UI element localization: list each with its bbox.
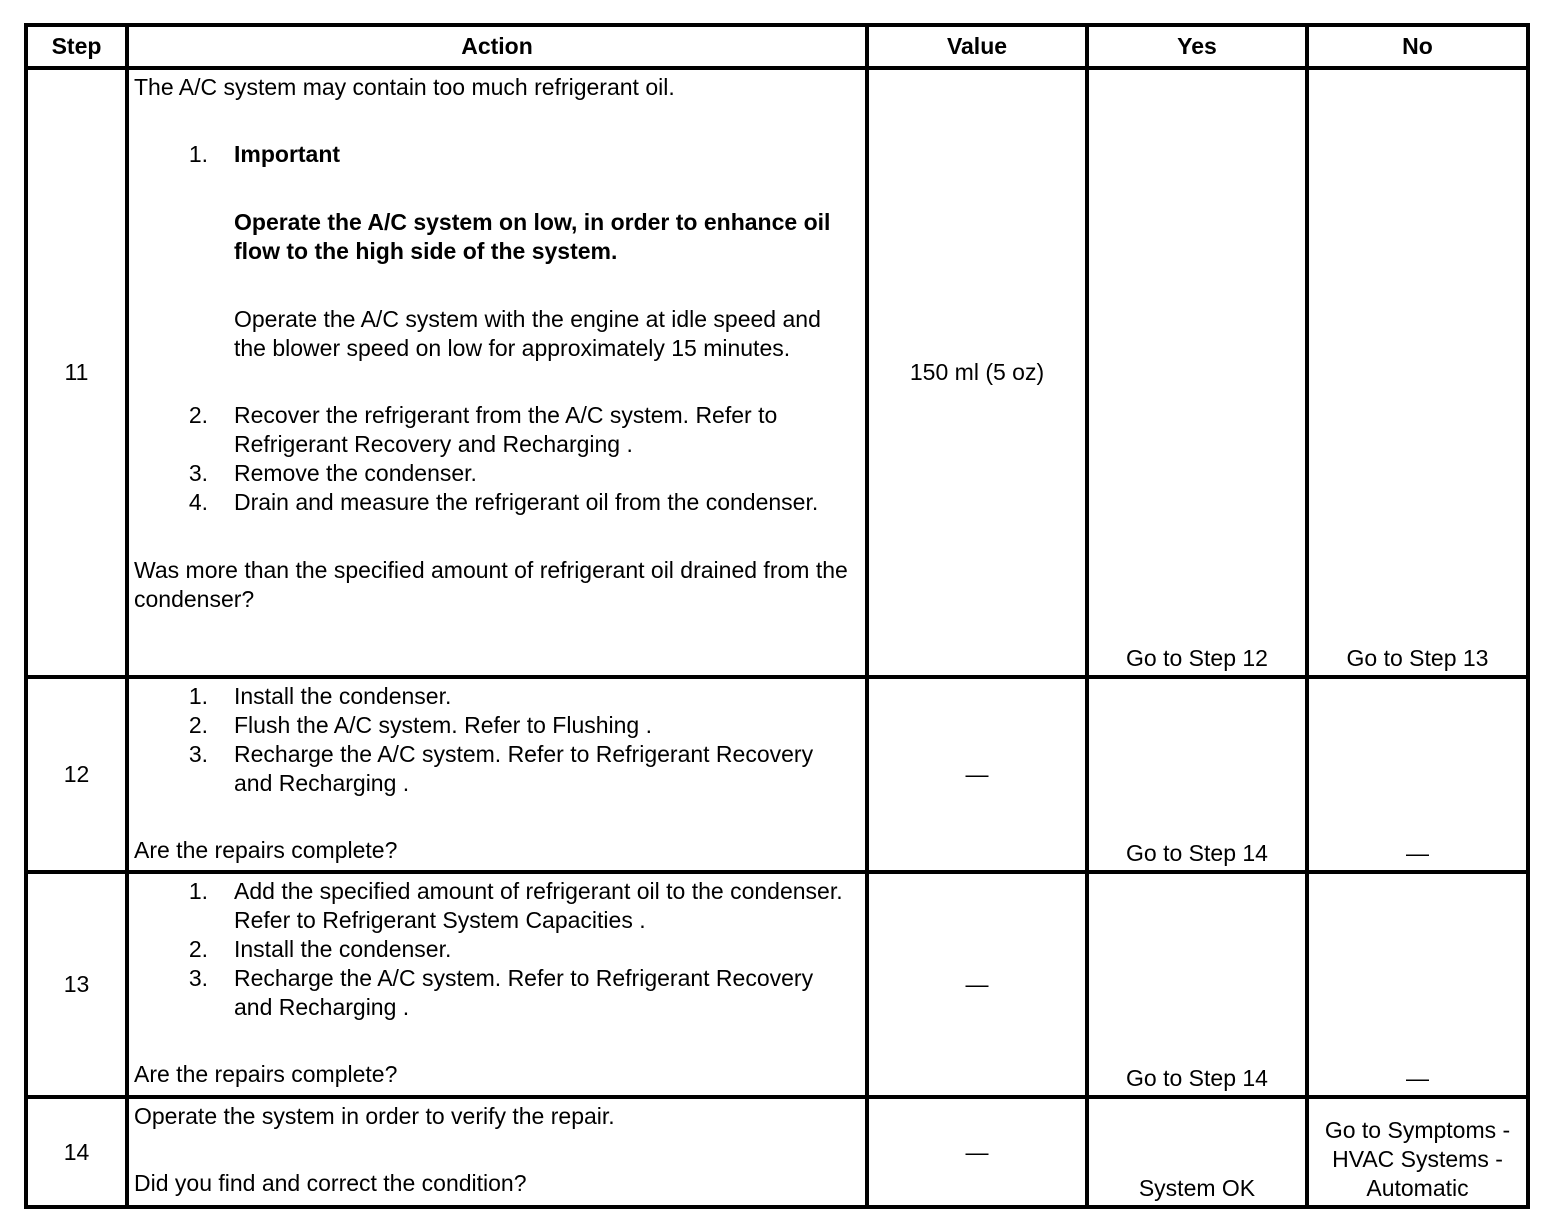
action-steps xyxy=(134,682,851,798)
list-item xyxy=(134,682,851,711)
step-number: 11 xyxy=(26,68,127,677)
list-item xyxy=(134,711,851,740)
no-cell: — xyxy=(1307,872,1528,1097)
item-number: 2. xyxy=(188,712,208,738)
action-cell xyxy=(127,872,867,1097)
action-intro: The A/C system may contain too much refrigerant oil. xyxy=(134,74,675,100)
list-item xyxy=(134,935,851,964)
item-text: Install the condenser. xyxy=(234,683,452,709)
item-number: 4. xyxy=(188,489,208,515)
step-number: 13 xyxy=(26,872,127,1097)
item-number: 3. xyxy=(188,460,208,486)
table-row xyxy=(26,68,1528,677)
step-number: 12 xyxy=(26,677,127,872)
table-row xyxy=(26,872,1528,1097)
item-number: 3. xyxy=(188,741,208,767)
item-text: Drain and measure the refrigerant oil from the condenser. xyxy=(234,489,819,515)
value-cell: — xyxy=(867,872,1087,1097)
table-row xyxy=(26,1097,1528,1207)
yes-cell: Go to Step 12 xyxy=(1087,68,1307,677)
item-text: Recharge the A/C system. Refer to Refrigerant Recovery and Recharging . xyxy=(234,965,814,1020)
value-cell: — xyxy=(867,677,1087,872)
yes-cell: Go to Step 14 xyxy=(1087,677,1307,872)
important-note: Operate the A/C system on low, in order to enhance oil flow to the high side of the system. xyxy=(234,209,831,264)
action-intro: Operate the system in order to verify the repair. xyxy=(134,1103,615,1129)
item-number: 1. xyxy=(188,878,208,904)
value-cell: — xyxy=(867,1097,1087,1207)
action-cell xyxy=(127,68,867,677)
item-number: 1. xyxy=(188,683,208,709)
no-cell: — xyxy=(1307,677,1528,872)
header-action: Action xyxy=(127,25,867,68)
list-item xyxy=(134,140,851,401)
yes-cell: Go to Step 14 xyxy=(1087,872,1307,1097)
item-number: 1. xyxy=(188,141,208,167)
table-row xyxy=(26,677,1528,872)
header-row xyxy=(26,25,1528,68)
list-item xyxy=(134,740,851,798)
step-number: 14 xyxy=(26,1097,127,1207)
no-cell: Go to Symptoms - HVAC Systems - Automatic xyxy=(1307,1097,1528,1207)
item-text: Install the condenser. xyxy=(234,936,452,962)
action-question: Are the repairs complete? xyxy=(134,837,398,863)
item-number: 2. xyxy=(188,936,208,962)
header-step: Step xyxy=(26,25,127,68)
value-cell: 150 ml (5 oz) xyxy=(867,68,1087,677)
action-steps xyxy=(134,140,851,517)
item-text: Recover the refrigerant from the A/C system. Refer to Refrigerant Recovery and Recharging . xyxy=(234,402,778,457)
list-item xyxy=(134,488,851,517)
list-item xyxy=(134,459,851,488)
action-question: Did you find and correct the condition? xyxy=(134,1170,527,1196)
item-text: Operate the A/C system with the engine at idle speed and the blower speed on low for approximately 15 minutes. xyxy=(234,306,821,361)
action-cell xyxy=(127,1097,867,1207)
list-item xyxy=(134,964,851,1022)
item-number: 2. xyxy=(188,402,208,428)
list-item xyxy=(134,401,851,459)
no-cell: Go to Step 13 xyxy=(1307,68,1528,677)
header-yes: Yes xyxy=(1087,25,1307,68)
yes-cell: System OK xyxy=(1087,1097,1307,1207)
action-steps xyxy=(134,877,851,1022)
action-cell xyxy=(127,677,867,872)
important-label: Important xyxy=(234,141,341,167)
item-number: 3. xyxy=(188,965,208,991)
item-text: Recharge the A/C system. Refer to Refrigerant Recovery and Recharging . xyxy=(234,741,814,796)
header-value: Value xyxy=(867,25,1087,68)
item-text: Flush the A/C system. Refer to Flushing . xyxy=(234,712,652,738)
item-text: Remove the condenser. xyxy=(234,460,477,486)
item-text: Add the specified amount of refrigerant oil to the condenser. Refer to Refrigerant System Capacities . xyxy=(234,878,843,933)
action-question: Are the repairs complete? xyxy=(134,1061,398,1087)
action-question: Was more than the specified amount of refrigerant oil drained from the condenser? xyxy=(134,557,848,612)
list-item xyxy=(134,877,851,935)
header-no: No xyxy=(1307,25,1528,68)
diagnostic-table xyxy=(24,23,1530,1209)
